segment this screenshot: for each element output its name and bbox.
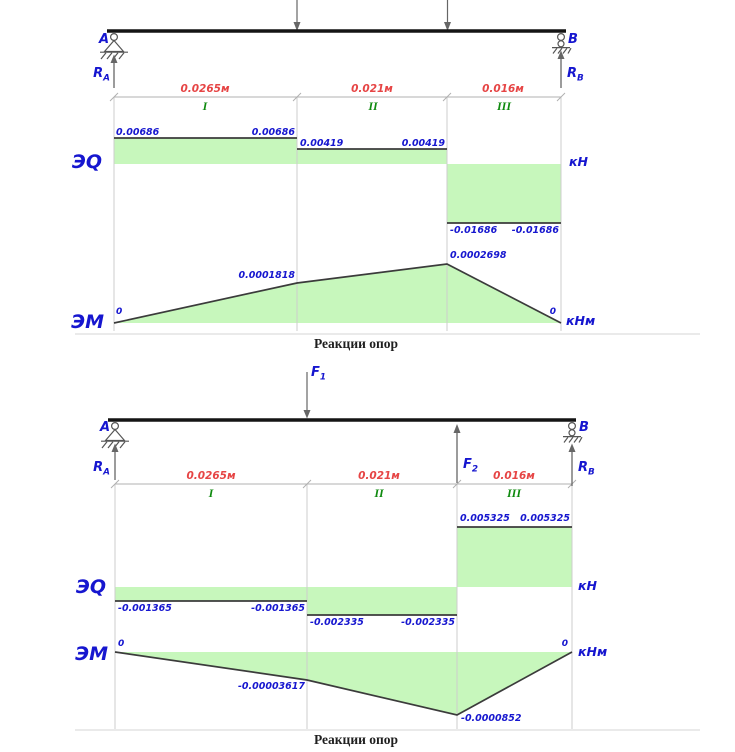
fig1-dim-1: 0.0265м [180,83,230,95]
fig2-m-value: 0 [561,639,568,649]
fig1-m-value: 0.0002698 [450,250,507,261]
fig1-moment-diagram-label: ЭМ [71,311,104,333]
fig2-reaction-b-main: R [578,460,589,475]
fig1-reaction-b-arrow-icon [558,51,565,89]
fig1-support-b-label: B [568,32,578,47]
fig1-dim-3: 0.016м [482,83,524,95]
fig1-reaction-a-arrow-icon [111,55,118,89]
fig1-reaction-a-main: R [93,66,104,81]
fig1-moment-unit: кНм [566,313,596,328]
fig1-q-value: 0.00419 [401,138,445,149]
fig2-q-value: -0.001365 [251,603,305,614]
fig2-m-value: -0.0000852 [461,713,522,724]
fig1-q-value: -0.01686 [511,225,559,236]
fig2-m-value: 0 [118,639,125,649]
fig2-section-3: III [506,486,521,500]
fig1-q-value: 0.00419 [300,138,344,149]
fig2-dim-3: 0.016м [493,470,535,482]
fig2-reaction-b-label [578,460,595,478]
fig2-q-value: 0.005325 [520,513,570,524]
fig2-force-1-label [311,365,327,383]
fig2-moment-diagram-label: ЭМ [75,643,108,665]
fig2-shear-diagram-label: ЭQ [75,576,106,598]
fig2-q-value: 0.005325 [460,513,510,524]
fig2-section-2: II [374,486,384,500]
fig1-q-value: -0.01686 [450,225,498,236]
fig2-m-value: -0.00003617 [237,681,305,692]
fig1-support-a-label: A [98,32,109,47]
fig2-force-1-main: F [311,365,320,380]
fig2-q-value: -0.001365 [118,603,172,614]
fig2-reaction-a-arrow-icon [112,444,119,481]
fig2-force-2-sub: 2 [471,464,479,475]
fig1-m-value: 0 [549,307,556,317]
fig1-caption: Реакции опор [313,336,399,351]
fig2-force-1-sub: 1 [319,372,327,383]
fig2-dim-1: 0.0265м [186,470,236,482]
fig1-reaction-b-label [567,66,584,84]
fig2-reaction-a-sub: A [103,467,110,478]
fig1-moment-fill [114,264,561,323]
fig2-force-1-arrow-icon [304,372,311,419]
fig2-support-a-label: A [99,420,110,435]
fig2-reaction-b-sub: B [588,467,595,478]
fig2-reaction-a-main: R [93,460,104,475]
fig1-dim-2: 0.021м [351,83,393,95]
fig1-section-1: I [202,99,208,113]
fig2-section-1: I [208,486,214,500]
fig1-shear-diagram-label: ЭQ [71,151,102,173]
fig1-reaction-b-main: R [567,66,578,81]
fig2-shear-unit: кН [578,578,597,593]
fig2-q-value: -0.002335 [310,617,364,628]
fig1-m-value: 0.0001818 [238,270,295,281]
fig2-support-b-label: B [579,420,589,435]
fig2-moment-unit: кНм [578,644,608,659]
fig1-reaction-a-label [80,66,110,84]
fig1-load-arrow-icon [294,0,452,31]
fig1-shear-fill [114,138,561,223]
fig2-force-2-main: F [463,457,472,472]
fig1-section-3: III [496,99,511,113]
fig2-reaction-a-label [80,460,110,478]
fig1-section-2: II [368,99,378,113]
fig2-dim-2: 0.021м [358,470,400,482]
fig2-force-2-label [463,457,479,475]
fig2-q-value: -0.002335 [401,617,455,628]
fig2-caption: Реакции опор [313,732,399,747]
fig1-m-value: 0 [116,307,123,317]
fig1-q-value: 0.00686 [116,127,160,138]
fig1-shear-unit: кН [569,154,588,169]
fig1-q-value: 0.00686 [251,127,295,138]
fig1-reaction-b-sub: B [577,73,584,84]
fig1-reaction-a-sub: A [103,73,110,84]
